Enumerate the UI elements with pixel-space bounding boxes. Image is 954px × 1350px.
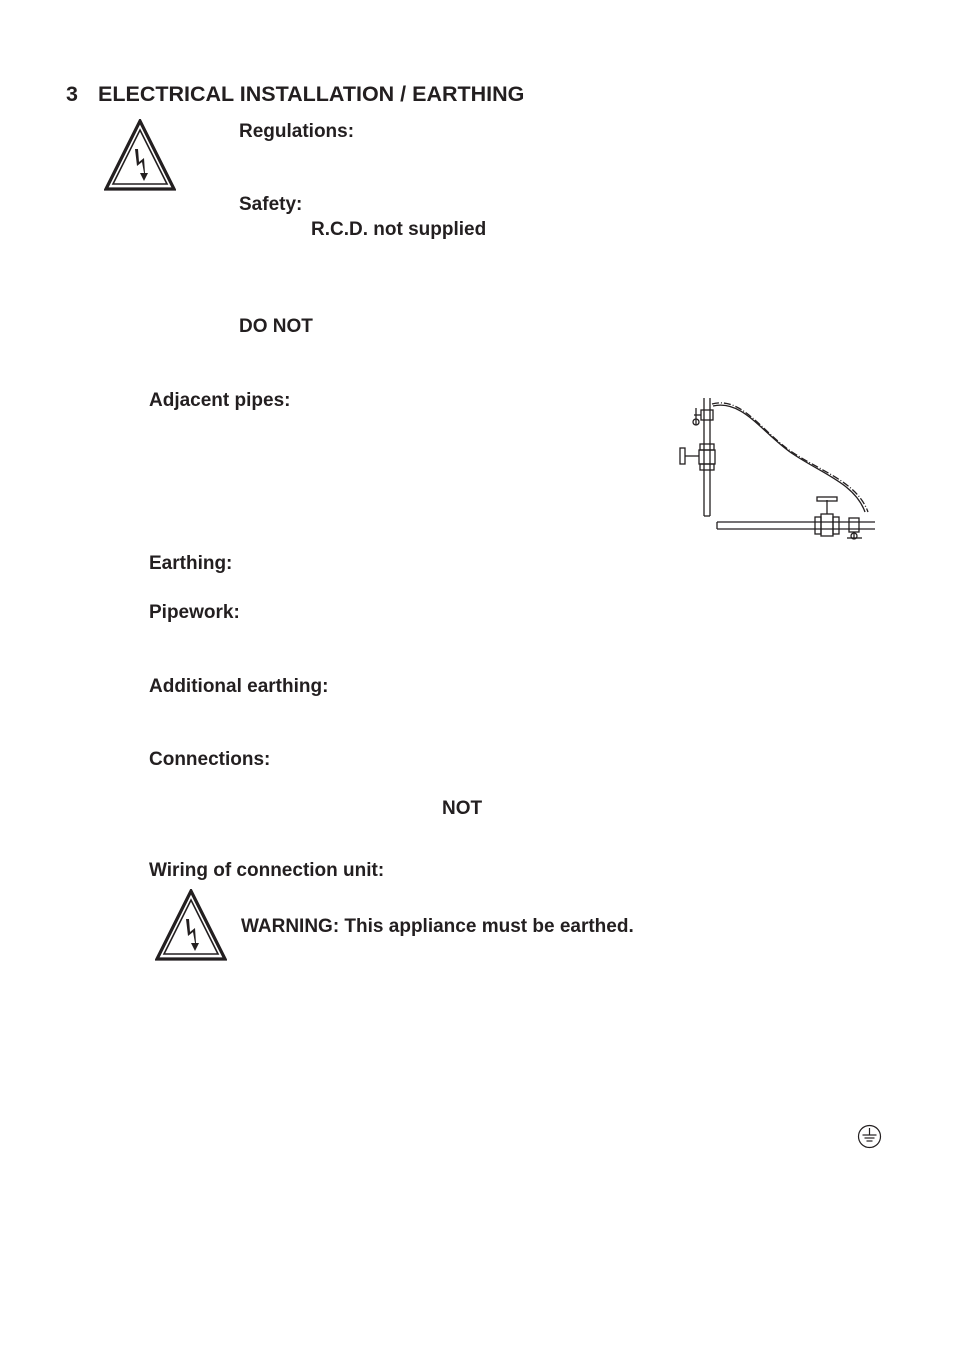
safety-label: Safety: [239,194,303,215]
section-title: ELECTRICAL INSTALLATION / EARTHING [98,82,525,106]
do-not-text: DO NOT [239,316,313,337]
wiring-label: Wiring of connection unit: [149,860,385,881]
additional-earthing-label: Additional earthing: [149,676,329,697]
rcd-note: R.C.D. not supplied [311,219,487,240]
warning-text: WARNING: This appliance must be earthed. [241,916,634,937]
earthing-label: Earthing: [149,553,233,574]
connections-label: Connections: [149,749,271,770]
earth-ground-icon [857,1124,882,1149]
electrical-hazard-warning-icon [155,889,227,961]
section-number: 3 [66,82,78,106]
electrical-hazard-warning-icon [104,119,176,191]
pipe-earth-bonding-diagram [672,392,882,544]
pipework-label: Pipework: [149,602,240,623]
regulations-label: Regulations: [239,121,355,142]
not-text: NOT [442,798,483,819]
adjacent-pipes-label: Adjacent pipes: [149,390,291,411]
